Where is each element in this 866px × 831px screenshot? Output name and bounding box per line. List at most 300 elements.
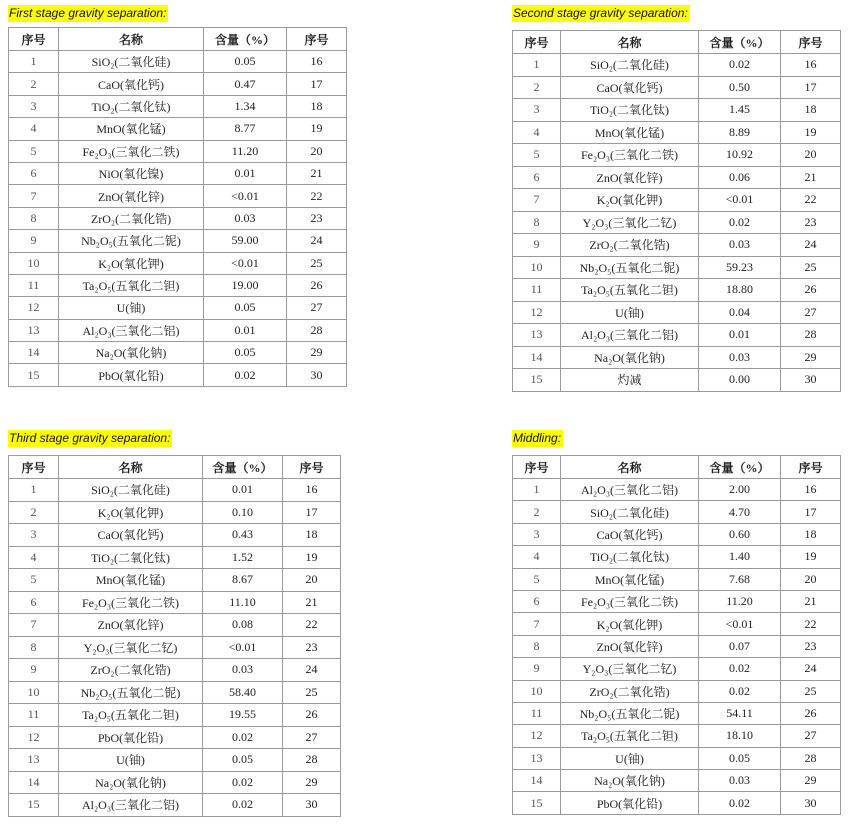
table-row	[513, 568, 841, 590]
row-index: 8	[9, 207, 59, 229]
compound-name: Y₂O₃(三氧化二钇)	[59, 636, 203, 659]
table-row	[513, 590, 841, 612]
row-index-2: 19	[283, 546, 341, 569]
table-row	[513, 166, 841, 189]
content-value: 58.40	[203, 681, 283, 704]
compound-name: Fe₂O₃(三氧化二铁)	[59, 591, 203, 614]
table-row	[9, 546, 341, 569]
row-index: 5	[9, 569, 59, 592]
compound-name: Ta₂O₅(五氧化二钽)	[59, 274, 204, 296]
table-row	[9, 140, 347, 162]
row-index-2: 29	[781, 346, 841, 369]
row-index: 12	[513, 301, 561, 324]
row-index: 15	[513, 369, 561, 392]
header-index-2: 序号	[781, 456, 841, 479]
content-value: 0.02	[203, 726, 283, 749]
row-index: 11	[513, 702, 561, 724]
content-value: 0.02	[203, 794, 283, 817]
content-value: 54.11	[699, 702, 781, 724]
row-index-2: 20	[283, 569, 341, 592]
section-title: First stage gravity separation:	[9, 6, 167, 20]
compound-name: Al₂O₃(三氧化二铝)	[561, 479, 699, 501]
content-value: 0.01	[204, 162, 287, 184]
table-row	[9, 659, 341, 682]
table-row	[9, 319, 347, 341]
content-value: 0.43	[203, 524, 283, 547]
row-index-2: 17	[781, 76, 841, 99]
content-value: 0.03	[699, 234, 781, 257]
compound-name: Nb₂O₅(五氧化二铌)	[561, 256, 699, 279]
composition-table	[8, 455, 341, 817]
row-index: 13	[513, 747, 561, 769]
table-row	[513, 479, 841, 501]
row-index-2: 16	[287, 51, 347, 73]
compound-name: U(铀)	[59, 297, 204, 319]
compound-name: Na₂O(氧化钠)	[59, 771, 203, 794]
content-value: 1.40	[699, 546, 781, 568]
compound-name: Ta₂O₅(五氧化二钽)	[561, 279, 699, 302]
compound-name: TiO₂(二氧化钛)	[561, 99, 699, 122]
table-row	[513, 770, 841, 792]
content-value: <0.01	[204, 252, 287, 274]
table-row	[513, 680, 841, 702]
content-value: 11.20	[699, 590, 781, 612]
table-row	[513, 702, 841, 724]
row-index-2: 23	[283, 636, 341, 659]
compound-name: Y₂O₃(三氧化二钇)	[561, 658, 699, 680]
row-index: 11	[9, 704, 59, 727]
compound-name: 灼减	[561, 369, 699, 392]
content-value: <0.01	[204, 185, 287, 207]
content-value: 0.05	[204, 297, 287, 319]
content-value: 0.03	[699, 770, 781, 792]
row-index-2: 24	[781, 234, 841, 257]
content-value: 1.45	[699, 99, 781, 122]
table-row	[513, 792, 841, 814]
compound-name: SiO₂(二氧化硅)	[59, 479, 203, 502]
compound-name: CaO(氧化钙)	[59, 524, 203, 547]
row-index-2: 20	[781, 568, 841, 590]
header-content: 含量（%）	[203, 456, 283, 479]
composition-table	[512, 455, 841, 815]
compound-name: ZrO₂(二氧化锆)	[561, 680, 699, 702]
row-index-2: 24	[287, 230, 347, 252]
table-row	[9, 771, 341, 794]
table-row	[513, 234, 841, 257]
compound-name: Na₂O(氧化钠)	[561, 346, 699, 369]
compound-name: K₂O(氧化钾)	[561, 189, 699, 212]
table-row	[9, 681, 341, 704]
content-value: 19.00	[204, 274, 287, 296]
row-index-2: 22	[287, 185, 347, 207]
row-index: 8	[513, 635, 561, 657]
header-row	[9, 28, 347, 51]
table-row	[9, 591, 341, 614]
content-value: 18.10	[699, 725, 781, 747]
table-row	[513, 256, 841, 279]
row-index: 6	[9, 591, 59, 614]
content-value: 0.04	[699, 301, 781, 324]
table-row	[513, 613, 841, 635]
row-index-2: 22	[781, 613, 841, 635]
header-name: 名称	[561, 456, 699, 479]
table-row	[9, 726, 341, 749]
row-index: 9	[9, 230, 59, 252]
header-content: 含量（%）	[699, 456, 781, 479]
table-row	[513, 211, 841, 234]
compound-name: U(铀)	[561, 301, 699, 324]
compound-name: ZrO₂(二氧化锆)	[59, 207, 204, 229]
row-index: 14	[513, 770, 561, 792]
first-stage-section	[8, 5, 348, 400]
table-row	[9, 252, 347, 274]
compound-name: TiO₂(二氧化钛)	[561, 546, 699, 568]
row-index: 15	[9, 794, 59, 817]
row-index-2: 20	[781, 144, 841, 167]
row-index: 9	[513, 658, 561, 680]
content-value: 0.02	[699, 680, 781, 702]
header-index: 序号	[513, 456, 561, 479]
row-index: 5	[9, 140, 59, 162]
row-index-2: 26	[781, 702, 841, 724]
content-value: 0.02	[699, 792, 781, 814]
row-index: 10	[513, 680, 561, 702]
content-value: 0.05	[204, 342, 287, 364]
row-index: 5	[513, 568, 561, 590]
compound-name: ZnO(氧化锌)	[59, 185, 204, 207]
content-value: <0.01	[699, 189, 781, 212]
compound-name: MnO(氧化锰)	[561, 121, 699, 144]
row-index-2: 17	[283, 501, 341, 524]
content-value: 0.02	[699, 658, 781, 680]
header-content: 含量（%）	[204, 28, 287, 51]
row-index-2: 17	[781, 501, 841, 523]
compound-name: K₂O(氧化钾)	[59, 501, 203, 524]
row-index-2: 30	[781, 792, 841, 814]
compound-name: Fe₂O₃(三氧化二铁)	[561, 144, 699, 167]
compound-name: Na₂O(氧化钠)	[561, 770, 699, 792]
row-index: 2	[9, 501, 59, 524]
row-index-2: 19	[781, 546, 841, 568]
content-value: 0.02	[699, 54, 781, 77]
compound-name: K₂O(氧化钾)	[561, 613, 699, 635]
table-row	[9, 297, 347, 319]
row-index-2: 29	[287, 342, 347, 364]
row-index: 12	[9, 297, 59, 319]
row-index-2: 25	[283, 681, 341, 704]
compound-name: MnO(氧化锰)	[59, 569, 203, 592]
row-index: 13	[9, 319, 59, 341]
row-index: 5	[513, 144, 561, 167]
row-index-2: 19	[287, 118, 347, 140]
row-index: 14	[513, 346, 561, 369]
content-value: 8.89	[699, 121, 781, 144]
row-index-2: 22	[283, 614, 341, 637]
table-row	[9, 207, 347, 229]
content-value: 0.60	[699, 523, 781, 545]
row-index-2: 22	[781, 189, 841, 212]
compound-name: TiO₂(二氧化钛)	[59, 546, 203, 569]
row-index-2: 21	[287, 162, 347, 184]
content-value: 19.55	[203, 704, 283, 727]
compound-name: U(铀)	[561, 747, 699, 769]
content-value: <0.01	[699, 613, 781, 635]
table-row	[9, 162, 347, 184]
table-row	[513, 523, 841, 545]
table-row	[9, 73, 347, 95]
compound-name: CaO(氧化钙)	[561, 76, 699, 99]
row-index: 1	[513, 54, 561, 77]
compound-name: MnO(氧化锰)	[59, 118, 204, 140]
table-row	[513, 279, 841, 302]
row-index: 7	[513, 613, 561, 635]
row-index-2: 18	[781, 523, 841, 545]
row-index: 9	[9, 659, 59, 682]
content-value: 0.08	[203, 614, 283, 637]
table-row	[9, 704, 341, 727]
row-index: 14	[9, 771, 59, 794]
row-index: 1	[9, 51, 59, 73]
row-index: 3	[513, 99, 561, 122]
row-index-2: 24	[283, 659, 341, 682]
content-value: 0.03	[204, 207, 287, 229]
table-row	[513, 121, 841, 144]
row-index: 15	[513, 792, 561, 814]
compound-name: Al₂O₃(三氧化二铝)	[59, 794, 203, 817]
table-row	[9, 274, 347, 296]
row-index: 9	[513, 234, 561, 257]
content-value: 8.67	[203, 569, 283, 592]
table-row	[9, 636, 341, 659]
table-row	[9, 51, 347, 73]
section-title: Second stage gravity separation:	[513, 6, 688, 20]
header-name: 名称	[59, 456, 203, 479]
row-index-2: 21	[781, 166, 841, 189]
table-row	[9, 501, 341, 524]
row-index-2: 27	[781, 725, 841, 747]
table-row	[513, 346, 841, 369]
row-index: 7	[9, 614, 59, 637]
compound-name: TiO₂(二氧化钛)	[59, 95, 204, 117]
content-value: 7.68	[699, 568, 781, 590]
row-index-2: 18	[283, 524, 341, 547]
row-index: 13	[9, 749, 59, 772]
content-value: 11.10	[203, 591, 283, 614]
row-index-2: 23	[781, 211, 841, 234]
row-index-2: 18	[781, 99, 841, 122]
compound-name: Ta₂O₅(五氧化二钽)	[59, 704, 203, 727]
table-row	[513, 189, 841, 212]
content-value: 10.92	[699, 144, 781, 167]
table-row	[513, 76, 841, 99]
row-index: 7	[9, 185, 59, 207]
row-index-2: 19	[781, 121, 841, 144]
row-index: 4	[9, 118, 59, 140]
header-index: 序号	[513, 31, 561, 54]
content-value: 11.20	[204, 140, 287, 162]
table-row	[9, 364, 347, 386]
row-index-2: 16	[283, 479, 341, 502]
table-row	[9, 230, 347, 252]
content-value: 0.01	[203, 479, 283, 502]
table-row	[9, 342, 347, 364]
row-index: 2	[513, 76, 561, 99]
content-value: 0.05	[203, 749, 283, 772]
table-row	[513, 501, 841, 523]
table-row	[513, 324, 841, 347]
row-index-2: 24	[781, 658, 841, 680]
table-row	[9, 479, 341, 502]
content-value: 0.03	[203, 659, 283, 682]
content-value: 0.02	[204, 364, 287, 386]
row-index-2: 26	[287, 274, 347, 296]
table-row	[9, 749, 341, 772]
content-value: 59.00	[204, 230, 287, 252]
row-index-2: 16	[781, 54, 841, 77]
table-row	[9, 569, 341, 592]
row-index-2: 28	[781, 324, 841, 347]
content-value: 0.05	[699, 747, 781, 769]
compound-name: ZnO(氧化锌)	[59, 614, 203, 637]
compound-name: Nb₂O₅(五氧化二铌)	[59, 230, 204, 252]
row-index: 2	[9, 73, 59, 95]
row-index: 8	[513, 211, 561, 234]
header-content: 含量（%）	[699, 31, 781, 54]
table-row	[9, 185, 347, 207]
compound-name: CaO(氧化钙)	[59, 73, 204, 95]
compound-name: SiO₂(二氧化硅)	[561, 54, 699, 77]
compound-name: Fe₂O₃(三氧化二铁)	[561, 590, 699, 612]
row-index: 14	[9, 342, 59, 364]
row-index-2: 30	[287, 364, 347, 386]
compound-name: SiO₂(二氧化硅)	[561, 501, 699, 523]
row-index-2: 30	[283, 794, 341, 817]
content-value: <0.01	[203, 636, 283, 659]
row-index: 4	[513, 121, 561, 144]
table-row	[9, 794, 341, 817]
compound-name: Al₂O₃(三氧化二铝)	[561, 324, 699, 347]
row-index-2: 25	[781, 256, 841, 279]
content-value: 1.34	[204, 95, 287, 117]
content-value: 0.01	[699, 324, 781, 347]
compound-name: PbO(氧化铅)	[561, 792, 699, 814]
row-index-2: 17	[287, 73, 347, 95]
composition-table	[512, 30, 841, 392]
compound-name: Ta₂O₅(五氧化二钽)	[561, 725, 699, 747]
header-row	[513, 31, 841, 54]
row-index-2: 30	[781, 369, 841, 392]
row-index: 6	[513, 590, 561, 612]
table-row	[513, 301, 841, 324]
middling-section	[512, 430, 852, 825]
compound-name: ZrO₂(二氧化锆)	[59, 659, 203, 682]
row-index-2: 23	[781, 635, 841, 657]
content-value: 2.00	[699, 479, 781, 501]
row-index-2: 21	[781, 590, 841, 612]
content-value: 0.07	[699, 635, 781, 657]
compound-name: ZnO(氧化锌)	[561, 166, 699, 189]
content-value: 0.10	[203, 501, 283, 524]
table-row	[9, 524, 341, 547]
row-index: 11	[9, 274, 59, 296]
compound-name: PbO(氧化铅)	[59, 726, 203, 749]
header-index-2: 序号	[283, 456, 341, 479]
row-index-2: 26	[283, 704, 341, 727]
content-value: 8.77	[204, 118, 287, 140]
content-value: 4.70	[699, 501, 781, 523]
table-row	[513, 635, 841, 657]
compound-name: MnO(氧化锰)	[561, 568, 699, 590]
content-value: 0.02	[699, 211, 781, 234]
row-index: 10	[513, 256, 561, 279]
compound-name: PbO(氧化铅)	[59, 364, 204, 386]
content-value: 0.00	[699, 369, 781, 392]
row-index-2: 29	[283, 771, 341, 794]
third-stage-section	[8, 430, 348, 825]
compound-name: Fe₂O₃(三氧化二铁)	[59, 140, 204, 162]
row-index: 10	[9, 681, 59, 704]
table-row	[513, 54, 841, 77]
content-value: 1.52	[203, 546, 283, 569]
row-index: 3	[9, 95, 59, 117]
row-index-2: 18	[287, 95, 347, 117]
row-index: 3	[9, 524, 59, 547]
content-value: 0.05	[204, 51, 287, 73]
header-name: 名称	[561, 31, 699, 54]
row-index: 10	[9, 252, 59, 274]
compound-name: Al₂O₃(三氧化二铝)	[59, 319, 204, 341]
row-index: 3	[513, 523, 561, 545]
table-row	[9, 614, 341, 637]
header-index: 序号	[9, 28, 59, 51]
header-index: 序号	[9, 456, 59, 479]
compound-name: Nb₂O₅(五氧化二铌)	[59, 681, 203, 704]
row-index-2: 25	[287, 252, 347, 274]
row-index-2: 20	[287, 140, 347, 162]
row-index: 13	[513, 324, 561, 347]
row-index-2: 28	[283, 749, 341, 772]
row-index-2: 28	[287, 319, 347, 341]
compound-name: Y₂O₃(三氧化二钇)	[561, 211, 699, 234]
content-value: 18.80	[699, 279, 781, 302]
compound-name: SiO₂(二氧化硅)	[59, 51, 204, 73]
compound-name: CaO(氧化钙)	[561, 523, 699, 545]
row-index: 6	[9, 162, 59, 184]
compound-name: ZrO₂(二氧化锆)	[561, 234, 699, 257]
table-row	[513, 725, 841, 747]
row-index-2: 26	[781, 279, 841, 302]
row-index: 8	[9, 636, 59, 659]
table-row	[9, 118, 347, 140]
section-title: Third stage gravity separation:	[9, 431, 171, 445]
row-index: 15	[9, 364, 59, 386]
row-index: 12	[9, 726, 59, 749]
compound-name: Na₂O(氧化钠)	[59, 342, 204, 364]
table-row	[513, 369, 841, 392]
compound-name: ZnO(氧化锌)	[561, 635, 699, 657]
header-name: 名称	[59, 28, 204, 51]
content-value: 0.03	[699, 346, 781, 369]
row-index-2: 21	[283, 591, 341, 614]
compound-name: NiO(氧化镍)	[59, 162, 204, 184]
row-index: 1	[9, 479, 59, 502]
table-row	[513, 546, 841, 568]
header-row	[9, 456, 341, 479]
table-row	[513, 658, 841, 680]
table-row	[513, 747, 841, 769]
second-stage-section	[512, 5, 852, 400]
row-index: 6	[513, 166, 561, 189]
